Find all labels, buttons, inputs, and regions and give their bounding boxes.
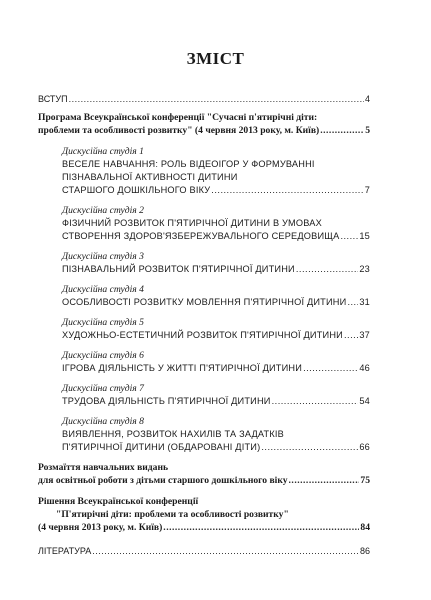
toc-entry-studio-7[interactable] — [62, 382, 370, 408]
studio-label: Дискусійна студія 1 — [62, 146, 144, 157]
toc-entry-studio-6[interactable] — [62, 349, 370, 375]
toc-line — [38, 521, 370, 534]
toc-entry-title: ВСТУП — [38, 94, 68, 104]
studio-label: Дискусійна студія 4 — [62, 284, 144, 295]
page-number: 31 — [359, 297, 370, 307]
studio-label: Дискусійна студія 8 — [62, 416, 144, 427]
page-title: ЗМІСТ — [186, 49, 245, 68]
dot-leader — [69, 93, 364, 106]
dot-leader — [296, 263, 359, 276]
dot-leader — [347, 296, 358, 309]
toc-entry-title: СТВОРЕННЯ ЗДОРОВ'ЯЗБЕРЕЖУВАЛЬНОГО СЕРЕДОВИЩА — [62, 231, 340, 241]
dot-leader — [340, 230, 358, 243]
toc-entry-title: ПІЗНАВАЛЬНИЙ РОЗВИТОК П'ЯТИРІЧНОЇ ДИТИНИ — [62, 264, 295, 274]
toc-line — [62, 362, 370, 375]
page-number: 7 — [364, 185, 370, 195]
toc-entry-title: для освітньої роботи з дітьми старшого дошкільного віку — [38, 475, 288, 486]
toc-entry-title: ХУДОЖНЬО-ЕСТЕТИЧНИЙ РОЗВИТОК П'ЯТИРІЧНОЇ ДИТИНИ — [62, 330, 343, 340]
page-number: 84 — [360, 522, 370, 533]
dot-leader — [289, 474, 360, 487]
toc-entry-literature[interactable] — [38, 545, 370, 558]
toc-entry-studio-3[interactable] — [62, 250, 370, 276]
studio-label: Дискусійна студія 5 — [62, 317, 144, 328]
toc-line — [38, 474, 370, 487]
studio-label: Дискусійна студія 7 — [62, 383, 144, 394]
studio-label: Дискусійна студія 2 — [62, 205, 144, 216]
toc-entry-title: ТРУДОВА ДІЯЛЬНІСТЬ П'ЯТИРІЧНОЇ ДИТИНИ — [62, 396, 271, 406]
toc-line — [38, 93, 370, 106]
page-number: 5 — [365, 125, 370, 136]
studio-label: Дискусійна студія 6 — [62, 350, 144, 361]
toc-line: "П'ятирічні діти: проблеми та особливості розвитку" — [56, 509, 289, 520]
toc-line: ВЕСЕЛЕ НАВЧАННЯ: РОЛЬ ВІДЕОІГОР У ФОРМУВАННІ — [62, 159, 315, 169]
toc-entry-studio-8[interactable] — [62, 415, 370, 454]
toc-line: ПІЗНАВАЛЬНОЇ АКТИВНОСТІ ДИТИНИ — [62, 172, 238, 182]
toc-line — [62, 184, 370, 197]
page-number: 46 — [359, 363, 370, 373]
dot-leader — [92, 545, 359, 558]
dot-leader — [261, 441, 358, 454]
toc-line — [62, 296, 370, 309]
toc-line: ВИЯВЛЕННЯ, РОЗВИТОК НАХИЛІВ ТА ЗАДАТКІВ — [62, 429, 284, 439]
dot-leader — [344, 329, 358, 342]
toc-line — [62, 395, 370, 408]
toc-entry-title: (4 червня 2013 року, м. Київ) — [38, 522, 163, 533]
page-number: 15 — [359, 231, 370, 241]
page-number: 75 — [360, 475, 370, 486]
toc-entry-books[interactable] — [38, 461, 370, 487]
table-of-contents — [38, 93, 370, 558]
toc-entry-title: ЛІТЕРАТУРА — [38, 546, 92, 556]
toc-entry-intro[interactable] — [38, 93, 370, 106]
toc-entry-title: ОСОБЛИВОСТІ РОЗВИТКУ МОВЛЕННЯ П'ЯТИРІЧНОЇ ДИТИНИ — [62, 297, 347, 307]
dot-leader — [211, 184, 363, 197]
toc-entry-title: П'ЯТИРІЧНОЇ ДИТИНИ (ОБДАРОВАНІ ДІТИ) — [62, 442, 261, 452]
toc-entry-decision[interactable] — [38, 495, 370, 534]
toc-entry-studio-4[interactable] — [62, 283, 370, 309]
page-number: 23 — [359, 264, 370, 274]
toc-entry-title: ІГРОВА ДІЯЛЬНІСТЬ У ЖИТТІ П'ЯТИРІЧНОЇ ДИТИНИ — [62, 363, 303, 373]
toc-line: Рішення Всеукраїнської конференції — [38, 496, 199, 507]
toc-line: Розмаїття навчальних видань — [38, 462, 169, 473]
page-number: 37 — [359, 330, 370, 340]
toc-line — [62, 329, 370, 342]
page-number: 66 — [359, 442, 370, 452]
toc-line — [62, 230, 370, 243]
toc-entry-studio-5[interactable] — [62, 316, 370, 342]
toc-line — [38, 545, 370, 558]
toc-entry-studio-2[interactable] — [62, 204, 370, 243]
dot-leader — [303, 362, 358, 375]
page-number: 4 — [364, 94, 370, 104]
toc-entry-studio-1[interactable] — [62, 145, 370, 197]
toc-line — [38, 124, 370, 137]
toc-entry-program[interactable] — [38, 111, 370, 137]
dot-leader — [163, 521, 359, 534]
toc-line: Програма Всеукраїнської конференції "Сучасні п'ятирічні діти: — [38, 112, 318, 123]
studio-label: Дискусійна студія 3 — [62, 251, 144, 262]
toc-line — [62, 441, 370, 454]
toc-line — [62, 263, 370, 276]
toc-line: ФІЗИЧНИЙ РОЗВИТОК П'ЯТИРІЧНОЇ ДИТИНИ В УМОВАХ — [62, 218, 322, 228]
toc-entry-title: СТАРШОГО ДОШКІЛЬНОГО ВІКУ — [62, 185, 211, 195]
dot-leader — [320, 124, 364, 137]
toc-entry-title: проблеми та особливості розвитку" (4 червня 2013 року, м. Київ) — [38, 125, 320, 136]
dot-leader — [272, 395, 359, 408]
page-number: 86 — [359, 546, 370, 556]
page-number: 54 — [359, 396, 370, 406]
